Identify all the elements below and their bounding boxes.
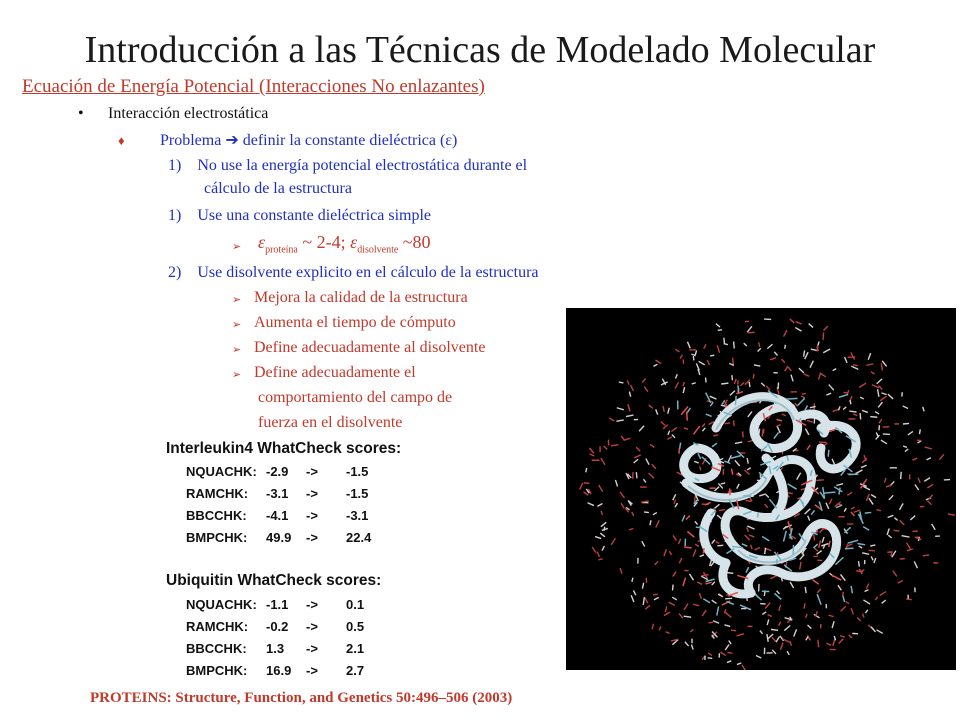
epsilon-subscript: proteína — [265, 244, 298, 256]
bullet-dot-icon: • — [78, 105, 84, 122]
problem-text: definir la constante dieléctrica (ε) — [242, 132, 458, 149]
epsilon-range: ~ 2-4; — [302, 232, 346, 252]
water-molecules — [580, 319, 955, 670]
slide-title: Introducción a las Técnicas de Modelado Molecular — [84, 29, 876, 71]
score-row: BMPCHK: 16.9 -> 2.7 — [186, 663, 365, 678]
score-row: BMPCHK: 49.9 -> 22.4 — [186, 530, 372, 545]
arrow-bullet-icon: ➢ — [232, 344, 242, 356]
bullet-problem — [160, 130, 457, 150]
item-number: 1) — [168, 207, 182, 224]
ubiquitin-scores-title: Ubiquitin WhatCheck scores: — [166, 572, 382, 589]
score-row: BBCCHK: 1.3 -> 2.1 — [186, 641, 365, 656]
item-2 — [168, 207, 431, 225]
score-row: RAMCHK: -3.1 -> -1.5 — [186, 486, 369, 501]
sub-item: Define adecuadamente al disolvente — [254, 339, 486, 356]
epsilon-symbol: ε — [258, 232, 266, 252]
slide-subtitle: Ecuación de Energía Potencial (Interacciones No enlazantes) — [22, 76, 485, 97]
citation: PROTEINS: Structure, Function, and Genetics 50:496–506 (2003) — [90, 690, 513, 706]
sub-item-continuation: fuerza en el disolvente — [258, 414, 403, 431]
sub-item: Define adecuadamente el — [254, 364, 416, 381]
item-text: Use una constante dieléctrica simple — [197, 207, 432, 224]
item-text: Use disolvente explicito en el cálculo de la estructura — [197, 264, 539, 281]
arrow-bullet-icon: ➢ — [232, 319, 242, 331]
item-text: No use la energía potencial electrostática durante el — [197, 157, 528, 174]
item-1 — [168, 157, 527, 175]
score-row: RAMCHK: -0.2 -> 0.5 — [186, 619, 365, 634]
diamond-bullet-icon: ♦ — [118, 133, 125, 148]
item-number: 1) — [168, 157, 182, 174]
problem-label: Problema — [160, 132, 222, 149]
epsilon-subscript: disolvente — [357, 244, 399, 256]
item-number: 2) — [168, 264, 182, 281]
right-arrow-icon: ➔ — [225, 132, 239, 149]
item-3 — [168, 264, 539, 282]
epsilon-values — [258, 232, 431, 256]
protein-render — [566, 308, 956, 670]
sub-item: Aumenta el tiempo de cómputo — [254, 314, 456, 331]
score-row: NQUACHK: -2.9 -> -1.5 — [186, 464, 369, 479]
solvated-protein-image — [566, 308, 956, 670]
arrow-bullet-icon: ➢ — [232, 241, 242, 253]
side-chains — [678, 385, 872, 615]
sub-item: Mejora la calidad de la estructura — [254, 289, 468, 306]
bullet-electrostatic: Interacción electrostática — [108, 105, 269, 122]
score-row: NQUACHK: -1.1 -> 0.1 — [186, 597, 365, 612]
arrow-bullet-icon: ➢ — [232, 294, 242, 306]
item-1-continuation: cálculo de la estructura — [204, 180, 352, 197]
interleukin-scores-title: Interleukin4 WhatCheck scores: — [166, 440, 402, 457]
sub-item-continuation: comportamiento del campo de — [258, 389, 453, 406]
epsilon-symbol: ε — [350, 232, 358, 252]
arrow-bullet-icon: ➢ — [232, 369, 242, 381]
epsilon-value: ~80 — [402, 232, 431, 252]
score-row: BBCCHK: -4.1 -> -3.1 — [186, 508, 369, 523]
